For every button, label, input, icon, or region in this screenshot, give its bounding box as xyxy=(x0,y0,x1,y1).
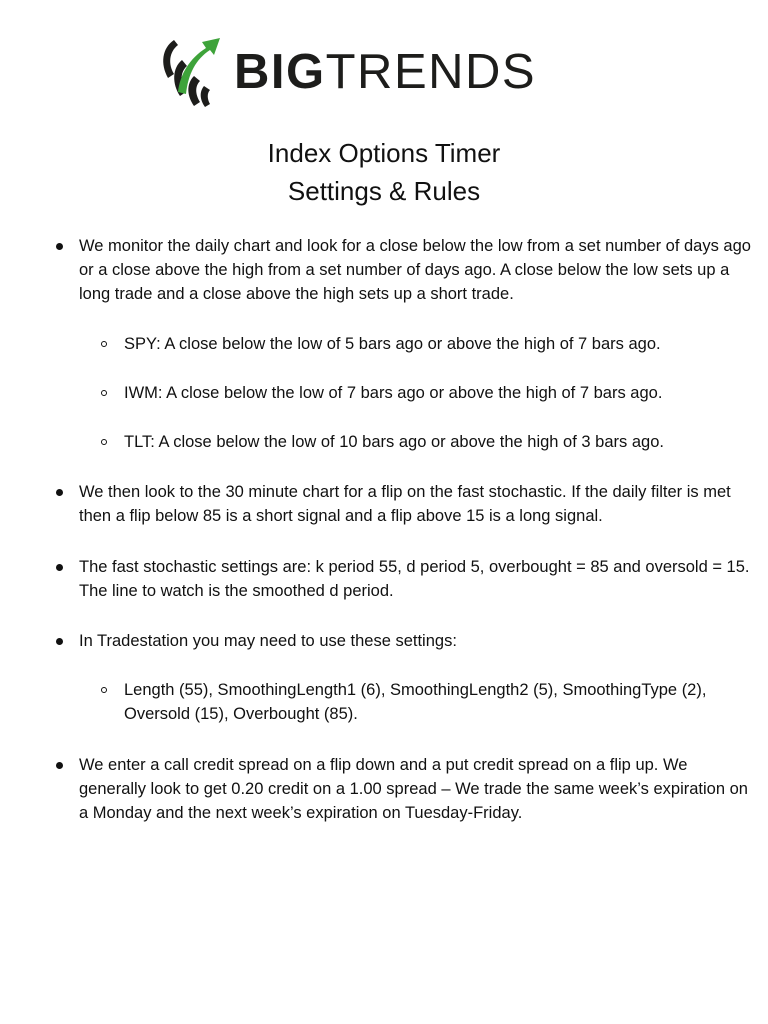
trend-arrow-logo-icon xyxy=(160,34,222,110)
logo-text-big: BIG xyxy=(234,44,326,99)
bigtrends-logo xyxy=(160,32,600,112)
logo-text-trends: TRENDS xyxy=(325,44,537,99)
hollow-bullet-icon xyxy=(101,341,107,347)
bullet-icon xyxy=(56,564,63,571)
list-item xyxy=(0,753,768,826)
sub-list-item-iwm xyxy=(0,381,768,405)
list-item xyxy=(0,629,768,653)
rules-list xyxy=(0,234,768,825)
bullet-icon xyxy=(56,489,63,496)
hollow-bullet-icon xyxy=(101,439,107,445)
list-item-text: In Tradestation you may need to use these settings: xyxy=(79,632,457,651)
bullet-icon xyxy=(56,762,63,769)
hollow-bullet-icon xyxy=(101,390,107,396)
list-item xyxy=(0,234,768,307)
sub-list-item-tradestation xyxy=(0,678,768,726)
sub-list-item-text: SPY: A close below the low of 5 bars ago or above the high of 7 bars ago. xyxy=(124,334,661,353)
page-title: Index Options Timer xyxy=(267,138,501,168)
sub-list-item-tlt xyxy=(0,430,768,454)
list-item-text: We enter a call credit spread on a flip down and a put credit spread on a flip up. We generally look to get 0.20 credit on a 1.00 spread – We trade the same week’s expiration on a Monday and the next week’s expiration on Tuesday-Friday. xyxy=(79,755,748,823)
sub-list-item-text: TLT: A close below the low of 10 bars ago or above the high of 3 bars ago. xyxy=(124,433,664,452)
list-item-text: We monitor the daily chart and look for a close below the low from a set number of days ago or a close above the high from a set number of days ago. A close below the low sets up a long trade and a close above the high sets up a short trade. xyxy=(79,237,751,304)
logo-wordmark xyxy=(234,44,537,99)
list-item xyxy=(0,480,768,528)
bullet-icon xyxy=(56,243,63,250)
sub-list-item-text: IWM: A close below the low of 7 bars ago or above the high of 7 bars ago. xyxy=(124,383,663,402)
page-subtitle: Settings & Rules xyxy=(287,176,481,206)
list-item-text: We then look to the 30 minute chart for a flip on the fast stochastic. If the daily filter is met then a flip below 85 is a short signal and a flip above 15 is a long signal. xyxy=(79,483,731,526)
sub-list-item-spy xyxy=(0,332,768,356)
list-item xyxy=(0,555,768,603)
bullet-icon xyxy=(56,638,63,645)
hollow-bullet-icon xyxy=(101,687,107,693)
sub-list-item-text: Length (55), SmoothingLength1 (6), SmoothingLength2 (5), SmoothingType (2), Oversold (15), Overbought (85). xyxy=(124,681,707,724)
list-item-text: The fast stochastic settings are: k period 55, d period 5, overbought = 85 and oversold = 15. The line to watch is the smoothed d period. xyxy=(79,557,750,600)
